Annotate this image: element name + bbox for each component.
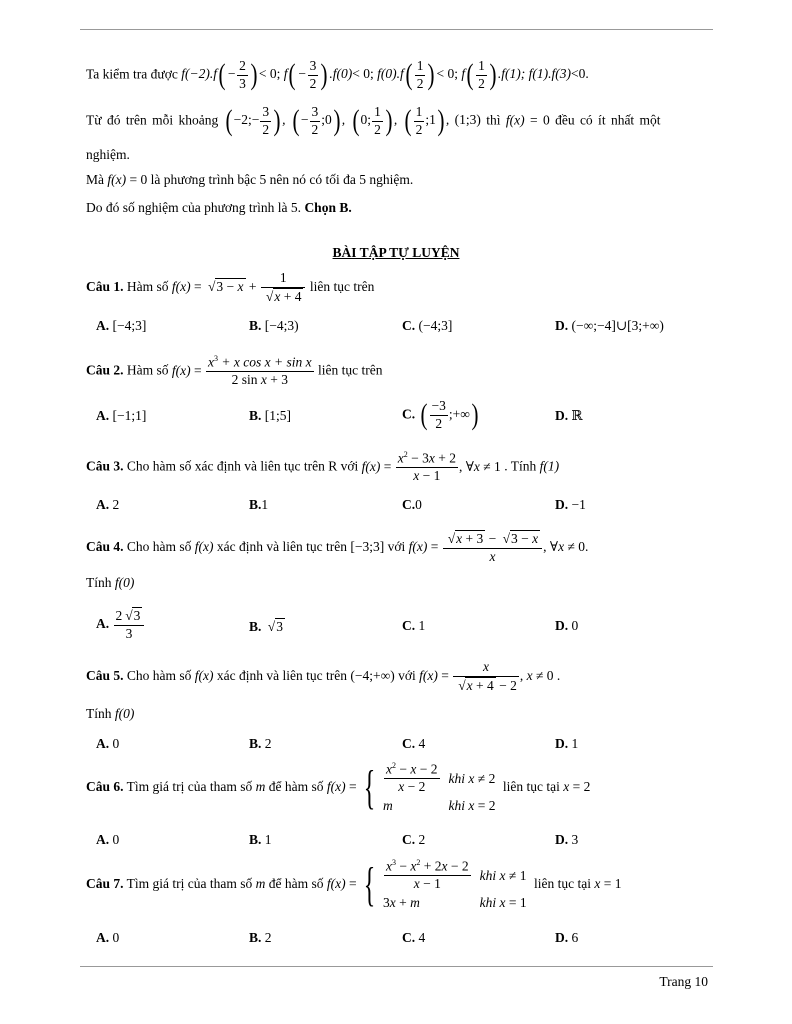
q4-option-a[interactable]: A. $\frac{2√ 3}{3}$ xyxy=(96,607,145,643)
q2-option-a[interactable]: A. [−1;1] xyxy=(96,408,147,423)
math-q5-function: f(x) = x √ x + 4 − 2 , x ≠ 0 . xyxy=(419,668,560,683)
q1-option-d[interactable]: D. (−∞;−4]∪[3;+∞) xyxy=(555,318,664,333)
question-5: Câu 5. Cho hàm số f(x) xác định và liên tục trên (−4;+∞) với f(x) = x √ x + 4 − 2 , x ≠ 0 . xyxy=(86,659,714,695)
q1-option-c[interactable]: C. (−4;3] xyxy=(402,318,453,333)
math-q4-function: f(x) = √ $\frac{x + 3 - √ 3 - x}{x}$ , ∀x ≠ 0. xyxy=(409,539,589,554)
q5-option-d[interactable]: D. 1 xyxy=(555,736,579,751)
question-4-line-2: Tính f(0) xyxy=(86,575,135,590)
question-5-line-2: Tính f(0) xyxy=(86,706,135,721)
math-intervals: ( −2;− $\frac{3}{2}$ ) , ( − $\frac{3}{2}$ ;0) , ( 0; $\frac{1}{2}$ ) , ( $\frac{1}{2}$ ;1) , (1;3) xyxy=(225,104,481,138)
q7-option-b[interactable]: B. 2 xyxy=(249,930,272,945)
math-fx-eq-0: f(x) = 0 xyxy=(505,112,550,128)
intro-line-1: Ta kiểm tra được f(−2).f( − $\frac{2}{3}$ ) < 0; f( − $\frac{3}{2}$ ) .f(0)< 0; f(0).f( $\frac{1}{2}$ ) < 0; f( $\frac{1}{2}$ ) .f(1); f(1).f(3)<0. xyxy=(86,58,589,92)
q7-option-c[interactable]: C. 4 xyxy=(402,930,426,945)
answer-choice: Chọn B. xyxy=(304,200,352,215)
math-q3-function: f(x) = $\frac{x^2 - 3x + 2}{x - 1}$ , ∀x ≠ 1 xyxy=(361,450,501,484)
q6-option-d[interactable]: D. 3 xyxy=(555,832,579,847)
intro-line-5: Do đó số nghiệm của phương trình là 5. Chọn B. xyxy=(86,200,352,215)
q7-option-d[interactable]: D. 6 xyxy=(555,930,579,945)
question-7: Câu 7. Tìm giá trị của tham số m để hàm số f(x) = { $\frac{x^3 - x^2 + 2x - 2}{x - 1}$ khi x ≠ 1 3x + m khi x = 1 liên tục tại x = 1 xyxy=(86,857,622,911)
q2-option-d[interactable]: D. ℝ xyxy=(555,408,583,423)
q7-option-a[interactable]: A. 0 xyxy=(96,930,120,945)
q6-option-a[interactable]: A. 0 xyxy=(96,832,120,847)
top-rule xyxy=(80,29,713,30)
q5-option-b[interactable]: B. 2 xyxy=(249,736,272,751)
intro-line-4: Mà f(x) = 0 là phương trình bậc 5 nên nó có tối đa 5 nghiệm. xyxy=(86,172,414,187)
q2-option-c[interactable]: C. ( $\frac{-3}{2}$ ;+∞) xyxy=(402,398,479,432)
q4-option-d[interactable]: D. 0 xyxy=(555,618,579,633)
page-number: Trang 10 xyxy=(659,974,708,989)
q1-option-a[interactable]: A. [−4;3] xyxy=(96,318,147,333)
math-q1-function: f(x) = √ 3 − x + 1 √ x + 4 xyxy=(172,279,310,294)
footer-rule xyxy=(80,966,713,967)
question-2: Câu 2. Hàm số f(x) = $\frac{x^3 + x \cos x + \sin x}{\text{2 sin x + 3}}$ liên tục trên xyxy=(86,354,383,388)
question-3: Câu 3. Cho hàm số xác định và liên tục trên R với f(x) = $\frac{x^2 - 3x + 2}{x - 1}$ , ∀x ≠ 1 . Tính f(1) xyxy=(86,450,560,484)
section-title: BÀI TẬP TỰ LUYỆN xyxy=(332,245,460,260)
q3-option-c[interactable]: C.0 xyxy=(402,497,422,512)
q3-option-a[interactable]: A. 2 xyxy=(96,497,120,512)
q4-option-c[interactable]: C. 1 xyxy=(402,618,426,633)
math-q7-function: f(x) = xyxy=(326,875,360,891)
intro-line-3: nghiệm. xyxy=(86,147,130,162)
q3-option-d[interactable]: D. −1 xyxy=(555,497,586,512)
q4-option-b[interactable]: B. √ 3 xyxy=(249,618,285,635)
question-6: Câu 6. Tìm giá trị của tham số m để hàm số f(x) = { $\frac{x^2 - x - 2}{x - 2}$ khi x ≠ 2 m khi x = 2 liên tục tại x = 2 xyxy=(86,760,591,814)
q5-option-a[interactable]: A. 0 xyxy=(96,736,120,751)
q2-option-b[interactable]: B. [1;5] xyxy=(249,408,292,423)
math-q2-function: f(x) = $\frac{x^3 + x \cos x + \sin x}{\text{2 sin x + 3}}$ xyxy=(171,354,312,388)
math-check-products: f(−2).f( − $\frac{2}{3}$ ) < 0; f( − $\frac{3}{2}$ ) .f(0)< 0; f(0).f( $\frac{1}{2}$ ) < 0; f( $\frac{1}{2}$ ) .f(1); f(1).f(3)<0. xyxy=(181,58,589,92)
q1-option-b[interactable]: B. [−4;3) xyxy=(249,318,299,333)
q5-option-c[interactable]: C. 4 xyxy=(402,736,426,751)
q6-option-b[interactable]: B. 1 xyxy=(249,832,272,847)
q6-option-c[interactable]: C. 2 xyxy=(402,832,426,847)
math-q6-function: f(x) = xyxy=(326,778,360,794)
question-1: Câu 1. Hàm số f(x) = √ 3 − x + 1 √ x + 4 liên tục trên xyxy=(86,270,714,306)
q3-option-b[interactable]: B.1 xyxy=(249,497,269,512)
question-4: Câu 4. Cho hàm số f(x) xác định và liên tục trên [−3;3] với f(x) = √ $\frac{x + 3 - √ 3 - x}{x}$ , ∀x ≠ 0. xyxy=(86,530,714,566)
intro-line-2: Từ đó trên mỗi khoảng ( −2;− $\frac{3}{2}$ ) , ( − $\frac{3}{2}$ ;0) , ( 0; $\frac{1}{2}$ ) , ( $\frac{1}{2}$ ;1) , (1;3) thì f(x) = 0 đều có ít nhất một xyxy=(86,104,661,138)
